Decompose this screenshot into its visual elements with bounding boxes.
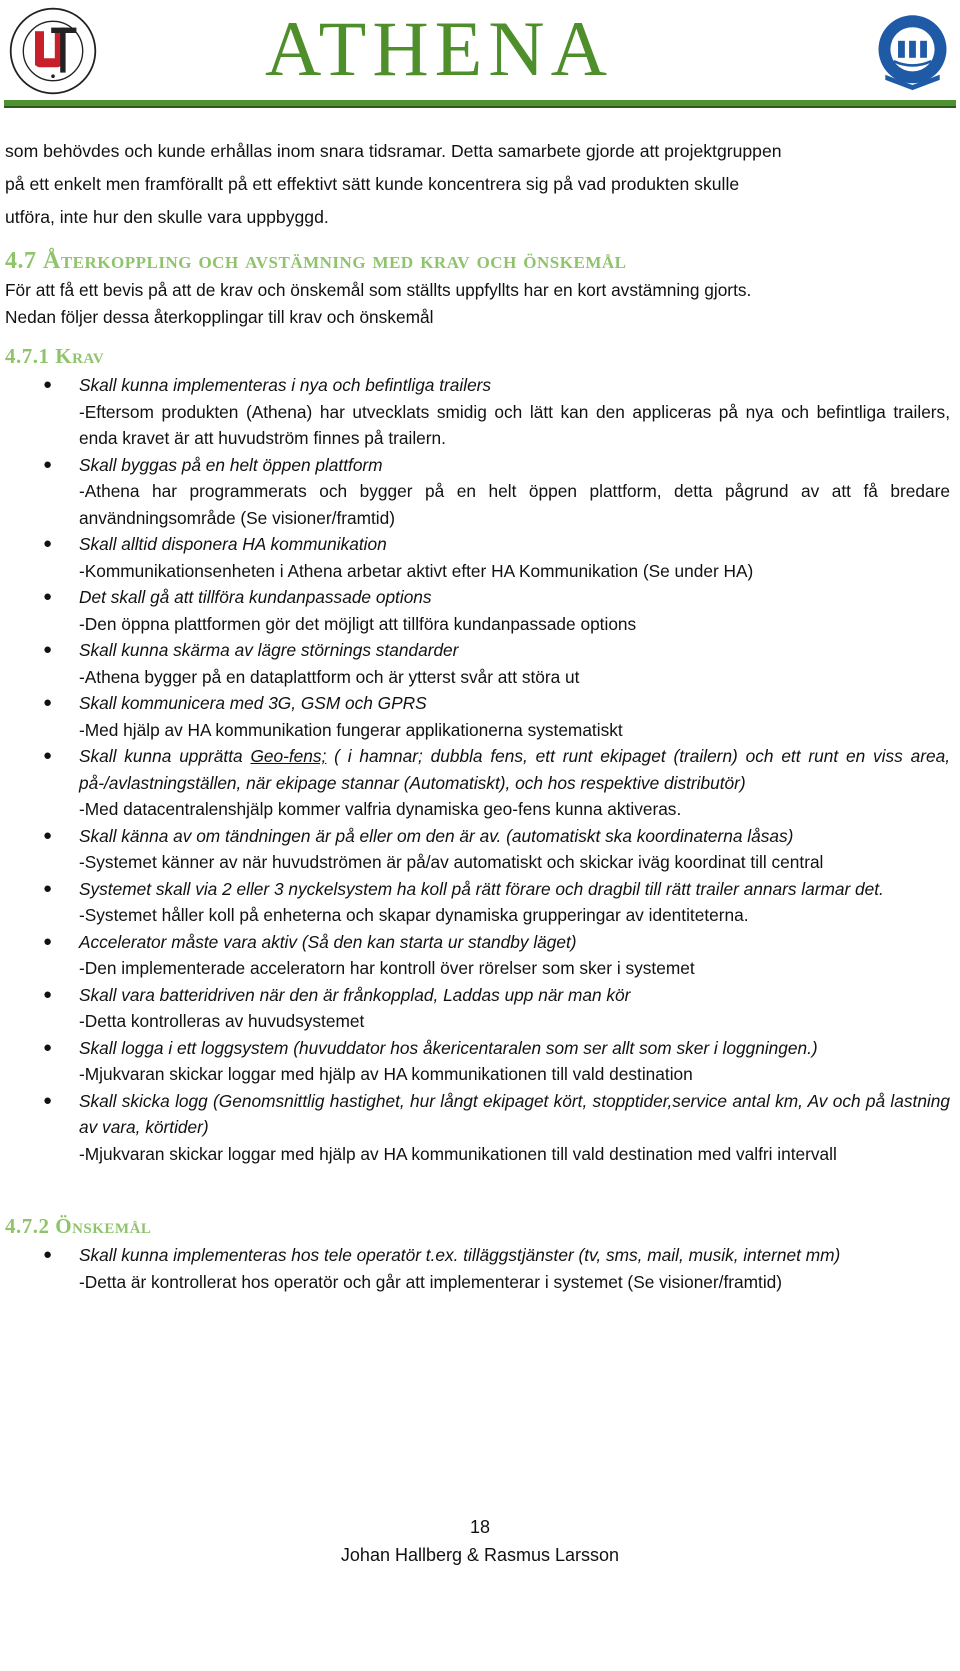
krav-list [5,372,950,1167]
requirement-response: -Systemet håller koll på enheterna och skapar dynamiska grupperingar av identiteterna. [79,905,749,925]
list-item [5,929,950,982]
requirement-text: Skall byggas på en helt öppen plattform [79,454,383,475]
krav-heading: 4.7.1 Krav [5,344,105,368]
requirement-response: -Mjukvaran skickar loggar med hjälp av HA kommunikationen till vald destination [79,1064,693,1084]
list-item [5,372,950,452]
bullet-icon: ● [43,588,53,605]
requirement-text: Skall kunna implementeras i nya och befintliga trailers [79,375,492,395]
bullet-icon: ● [43,535,53,552]
page-header [0,0,960,112]
requirement-text: Skall kommunicera med 3G, GSM och GPRS [79,693,427,713]
page-content [5,135,950,1295]
page-footer [0,1513,960,1569]
intro-paragraph [5,135,950,234]
bullet-icon: ● [43,455,53,473]
bullet-icon: ● [43,932,53,950]
geo-fens-link[interactable]: Geo-fens; [250,746,327,766]
bullet-icon: ● [43,694,53,711]
list-item [5,743,950,823]
list-item [5,1088,950,1168]
hogskolan-halmstad-logo [870,6,955,96]
section-paragraph [5,277,950,330]
requirement-response: -Med datacentralenshjälp kommer valfria dynamiska geo-fens kunna aktiveras. [79,799,682,819]
list-item [5,1035,950,1088]
list-item [5,637,950,690]
bullet-icon: ● [43,1091,53,1109]
onskemal-list [5,1242,950,1295]
section-line: Nedan följer dessa återkopplingar till krav och önskemål [5,306,434,327]
footer-authors: Johan Hallberg & Rasmus Larsson [340,1545,620,1565]
list-item [5,584,950,637]
requirement-response: -Athena bygger på en dataplattform och är ytterst svår att störa ut [79,666,580,687]
requirement-response: -Detta kontrolleras av huvudsystemet [79,1011,365,1031]
list-item [5,1242,950,1295]
requirement-response: -Athena har programmerats och bygger på en helt öppen plattform, detta pågrund av att få bredare användningsområde (Se visioner/framtid) [79,481,950,528]
list-item [5,876,950,929]
bullet-icon: ● [43,879,53,897]
section-heading: 4.7 Återkoppling och avstämning med krav och önskemål [5,248,627,274]
wish-response: -Detta är kontrollerat hos operatör och går att implementerar i systemet (Se visioner/framtid) [79,1271,783,1292]
athena-title: ATHENA [265,5,613,92]
requirement-response: -Den implementerade acceleratorn har kontroll över rörelser som sker i systemet [79,958,695,978]
list-item [5,452,950,532]
header-rule-shadow [4,106,956,108]
page-number: 18 [469,1517,491,1537]
requirement-text: Skall vara batteridriven när den är frånkopplad, Laddas upp när man kör [79,984,631,1005]
requirement-text: Accelerator måste vara aktiv (Så den kan starta ur standby läget) [79,931,577,952]
requirement-text: Skall logga i ett loggsystem (huvuddator hos åkericentaralen som ser allt som sker i loggningen.) [79,1037,818,1058]
bullet-icon: ● [43,747,53,764]
bullet-icon: ● [43,1246,53,1263]
bullet-icon: ● [43,376,53,393]
requirement-text: Skall kunna skärma av lägre störnings standarder [79,640,459,660]
section-line: För att få ett bevis på att de krav och önskemål som ställts uppfyllts har en kort avstämning gjorts. [5,280,752,300]
requirement-response: -Eftersom produkten (Athena) har utvecklats smidig och lätt kan den appliceras på nya och befintliga trailers, enda kravet är att huvudström finnes på trailern. [79,401,950,448]
requirement-response: -Kommunikationsenheten i Athena arbetar aktivt efter HA Kommunikation (Se under HA) [79,560,754,581]
requirement-response: -Den öppna plattformen gör det möjligt att tillföra kundanpassade options [79,613,637,634]
requirement-text [79,743,950,796]
list-item [5,531,950,584]
requirement-text-start: Skall kunna upprätta [79,746,251,766]
requirement-text: Det skall gå att tillföra kundanpassade options [79,587,432,607]
list-item [5,690,950,743]
intro-line: som behövdes och kunde erhållas inom snara tidsramar. Detta samarbete gjorde att projektgruppen [5,141,782,161]
bullet-icon: ● [43,641,53,658]
intro-line: utföra, inte hur den skulle vara uppbyggd. [5,207,329,227]
intro-line: på ett enkelt men framförallt på ett effektivt sätt kunde koncentrera sig på vad produkten skulle [5,174,740,194]
requirement-response: -Systemet känner av när huvudströmen är på/av automatiskt och skickar iväg koordinat till central [79,852,824,872]
requirement-text: Skall skicka logg (Genomsnittlig hastighet, hur långt ekipaget kört, stopptider,service antal km, Av och på lastning av vara, körtider) [79,1090,950,1137]
utvecklingsingenjorerna-logo [8,6,98,96]
requirement-response: -Mjukvaran skickar loggar med hjälp av HA kommunikationen till vald destination med valfri intervall [79,1143,837,1164]
requirement-text: Systemet skall via 2 eller 3 nyckelsystem ha koll på rätt förare och dragbil till rätt trailer annars larmar det. [79,878,884,899]
onskemal-heading: 4.7.2 Önskemål [5,1214,152,1238]
list-item [5,823,950,876]
requirement-text-end: ( i hamnar; dubbla fens, ett runt ekipaget (trailern) och ett runt en viss area, på-/avlastningställen, när ekipage stannar (Automatiskt), och hos respektive distributör) [79,746,951,793]
list-item [5,982,950,1035]
requirement-text: Skall känna av om tändningen är på eller om den är av. (automatiskt ska koordinaterna låsas) [79,825,794,846]
bullet-icon: ● [43,1038,53,1056]
requirement-response: -Med hjälp av HA kommunikation fungerar applikationerna systematiskt [79,719,623,740]
wish-text: Skall kunna implementeras hos tele operatör t.ex. tilläggstjänster (tv, sms, mail, musik, internet mm) [79,1245,841,1265]
bullet-icon: ● [43,985,53,1003]
bullet-icon: ● [43,826,53,844]
requirement-text: Skall alltid disponera HA kommunikation [79,534,387,554]
